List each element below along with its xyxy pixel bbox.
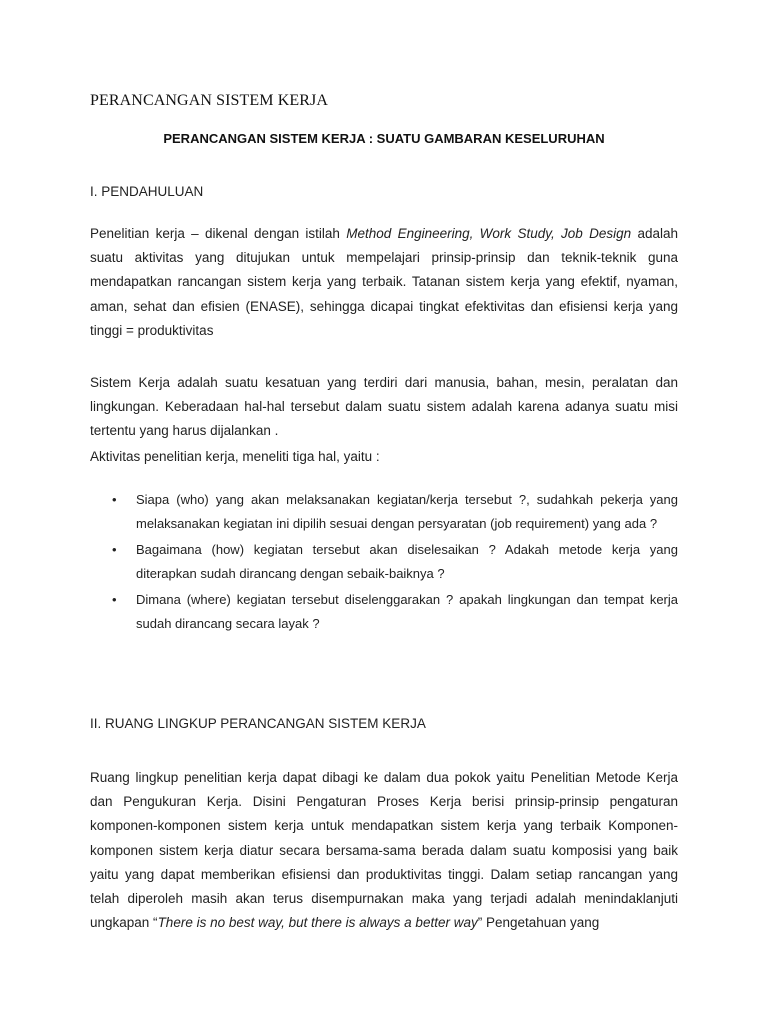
list-item: [90, 488, 678, 536]
paragraph-text: Ruang lingkup penelitian kerja dapat dibagi ke dalam dua pokok yaitu Penelitian Metode Kerja dan Pengukuran Kerja. Disini Pengaturan Proses Kerja berisi prinsip-prinsip pengaturan komponen-komponen sistem kerja untuk mendapatkan sistem kerja yang terbaik Komponen-komponen sistem kerja diatur secara bersama-sama berada dalam suatu komposisi yang baik yaitu yang dapat memberikan efisiensi dan produktivitas tinggi. Dalam setiap rancangan yang telah diperoleh masih akan terus disempurnakan maka yang terjadi adalah menindaklanjuti ungkapan “: [90, 770, 678, 931]
paragraph-italic-terms: Method Engineering, Work Study, Job Design: [346, 226, 632, 241]
section-heading-ruang-lingkup: II. RUANG LINGKUP PERANCANGAN SISTEM KERJA: [90, 716, 426, 731]
list-item-text: Bagaimana (how) kegiatan tersebut akan diselesaikan ? Adakah metode kerja yang diterapkan sudah dirancang dengan sebaik-baiknya ?: [136, 542, 678, 582]
list-item-text: Dimana (where) kegiatan tersebut diselenggarakan ? apakah lingkungan dan tempat kerja sudah dirancang secara layak ?: [136, 592, 678, 632]
paragraph-sistem-kerja: Sistem Kerja adalah suatu kesatuan yang terdiri dari manusia, bahan, mesin, peralatan dan lingkungan. Keberadaan hal-hal tersebut dalam suatu sistem adalah karena adanya suatu misi tertentu yang harus dijalankan .: [90, 375, 678, 439]
bullet-icon: •: [112, 492, 117, 507]
bullet-icon: •: [112, 592, 117, 608]
document-subtitle: PERANCANGAN SISTEM KERJA : SUATU GAMBARAN KESELURUHAN: [163, 131, 605, 146]
paragraph-text: ” Pengetahuan yang: [477, 915, 600, 931]
list-item: [90, 538, 678, 586]
paragraph-ruang-lingkup: [90, 766, 678, 935]
list-item-text: Siapa (who) yang akan melaksanakan kegiatan/kerja tersebut ?, sudahkah pekerja yang melaksanakan kegiatan ini dipilih sesuai dengan persyaratan (job requirement) yang ada ?: [136, 492, 678, 532]
paragraph-penelitian-kerja: [90, 222, 678, 343]
document-title: PERANCANGAN SISTEM KERJA: [90, 92, 328, 109]
paragraph-italic-quote: There is no best way, but there is always a better way: [157, 915, 478, 931]
bullet-icon: •: [112, 542, 117, 558]
paragraph-text: adalah suatu aktivitas yang ditujukan untuk mempelajari prinsip-prinsip dan teknik-teknik guna mendapatkan rancangan sistem kerja yang terbaik. Tatanan sistem kerja yang efektif, nyaman, aman, sehat dan efisien (ENASE), sehingga dicapai tingkat efektivitas dan efisiensi kerja yang tinggi = produktivitas: [90, 226, 678, 338]
paragraph-aktivitas: Aktivitas penelitian kerja, meneliti tiga hal, yaitu :: [90, 449, 380, 464]
section-heading-pendahuluan: I. PENDAHULUAN: [90, 184, 204, 199]
list-item: [90, 588, 678, 636]
paragraph-text: Penelitian kerja – dikenal dengan istilah: [90, 226, 347, 241]
bullet-list: [90, 488, 678, 639]
